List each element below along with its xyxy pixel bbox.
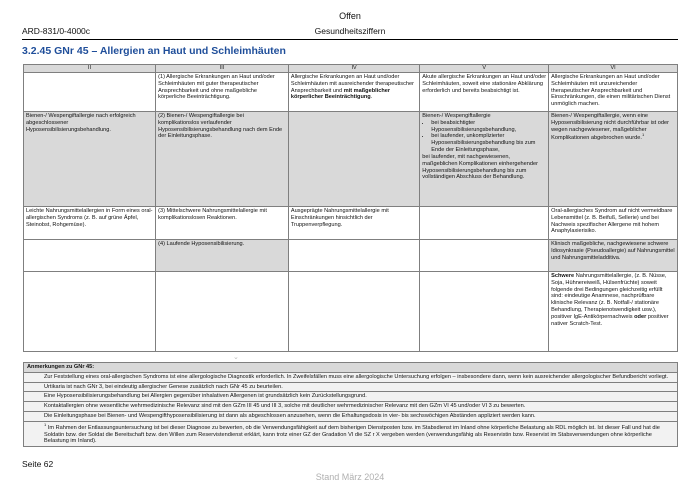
cell-iv xyxy=(288,240,419,272)
classification-label: Offen xyxy=(339,11,361,21)
table-row xyxy=(24,240,678,272)
document-title: Gesundheitsziffern xyxy=(314,26,386,36)
cell-ii xyxy=(24,272,156,352)
note-item: Zur Feststellung eines oral-allergischen Syndroms ist eine allergologische Diagnostik erforderlich. In Zweifelsfällen muss eine allergologische Untersuchung erfolgen – insbesondere dann, wenn kein ausreichender allergologischer Befundbericht vorliegt. xyxy=(24,372,678,382)
cell-iii: (1) Allergische Erkrankungen an Haut und/oder Schleimhäuten mit guter therapeutischer Ansprechbarkeit und ohne maßgebliche körperliche Beeinträchtigung. xyxy=(156,73,289,112)
cell-text: . xyxy=(370,94,373,101)
bullet-list xyxy=(422,120,546,154)
note-item: Die Einleitungsphase bei Bienen- und Wespengifthyposensibilisierung ist dann als abgeschlossen anzusehen, wenn die Erhaltungsdosis in vier- bis sechswöchigen Abständen appliziert werden kann. xyxy=(24,412,678,422)
cell-iv xyxy=(288,272,419,352)
cell-text: Allergische Erkrankungen an Haut und/oder Schleimhäuten mit ausreichender therapeutischer Ansprechbarkeit und xyxy=(290,74,414,94)
document-id: ARD-831/0-4000c xyxy=(22,26,91,36)
cell-iii: (3) Mittelschwere Nahrungsmittelallergie mit komplikationslosen Reaktionen. xyxy=(156,207,289,240)
cell-vi xyxy=(549,112,678,207)
note-item: Urtikaria ist nach GNr 3, bei eindeutig allergischer Genese zusätzlich nach GNr 45 zu beurteilen. xyxy=(24,382,678,392)
table-row xyxy=(24,112,678,207)
cell-ii: Bienen-/ Wespengiftallergie nach erfolgreich abgeschlossener Hyposensibilisierungsbehandlung. xyxy=(24,112,156,207)
footnote xyxy=(24,421,678,446)
section-title: 3.2.45 GNr 45 – Allergien an Haut und Schleimhäuten xyxy=(22,45,286,57)
cell-vi: Oral-allergisches Syndrom auf nicht vermeidbare Lebensmittel (z. B. Beifuß, Sellerie) und bei Nachweis spezifischer Allergene mit hohem Anaphylaxierisiko. xyxy=(549,207,678,240)
cell-iii: (2) Bienen-/ Wespengiftallergie bei komplikationslos verlaufender Hyposensibilisierungsbehandlung nach dem Ende der Einleitungsphase. xyxy=(156,112,289,207)
cell-vi xyxy=(549,272,678,352)
cell-text: Bienen-/ Wespengiftallergie, wenn eine Hyposensibilisierung nicht durchführbar ist oder wegen nachgewiesener, maßgeblicher Komplikationen abgebrochen wurde. xyxy=(551,113,669,142)
list-item: • bei laufender, unkomplizierter Hyposensibilisierungsbehandlung bis zum Ende der Einleitungsphase, xyxy=(431,133,546,153)
cell-iv xyxy=(288,73,419,112)
cell-v xyxy=(420,240,549,272)
note-item: Eine Hyposensibilisierungsbehandlung bei Allergien gegenüber inhalativen Allergenen ist grundsätzlich kein Zurückstellungsgrund. xyxy=(24,392,678,402)
cell-text: positiver nativer Scratch-Test. xyxy=(551,313,669,327)
cell-text-bold: Schwere xyxy=(551,273,575,279)
cell-text-bold: oder xyxy=(634,313,647,320)
gnr-45-table xyxy=(23,64,678,352)
stand-date: Stand März 2024 xyxy=(315,472,385,482)
cell-iv xyxy=(288,112,419,207)
cell-v xyxy=(420,272,549,352)
cell-ii xyxy=(24,73,156,112)
cell-text: bei laufender, mit nachgewiesenen, maßgeblichen Komplikationen einhergehender Hyposensibilisierungsbehandlung bis zum vollständigen Abschluss der Behandlung. xyxy=(422,153,538,181)
running-header xyxy=(22,26,678,38)
table-row xyxy=(24,73,678,112)
column-header-iv: IV xyxy=(288,65,419,73)
cell-ii xyxy=(24,240,156,272)
table-row xyxy=(24,272,678,352)
footnote-text: Im Rahmen der Entlassungsuntersuchung ist bei dieser Diagnose zu bewerten, ob die Verwendungsfähigkeit auf dem bisherigen Dienstposten bzw. im Stabsdienst im Inland ohne körperliche Belastung als RDL möglich ist. Ist dieser Fall und hat die Soldatin bzw. der Soldat die Bereitschaft bzw. den Willen zum Reservistendienst erklärt, kann trotz einer GZ der Gradation VI die SZ r X vergeben werden (verwendungsfähig als Reservistin bzw. Reservist im Stabsverwendungen ohne körperliche Belastung im Inland). xyxy=(44,424,660,445)
cell-v: Akute allergische Erkrankungen an Haut und/oder Schleimhäuten, soweit eine stationäre Abklärung erforderlich und bereits beabsichtigt ist. xyxy=(420,73,549,112)
note-item: Kontaktallergien ohne wesentliche wehrmedizinische Relevanz sind mit den GZm III 45 und III 3, solche mit deutlicher wehrmedizinischer Relevanz mit den GZm VI 45 und/oder VI 3 zu bewerten. xyxy=(24,402,678,412)
header-rule xyxy=(22,39,678,40)
notes-heading: Anmerkungen zu GNr 45: xyxy=(24,363,678,373)
chevron-down-icon: ⌄ xyxy=(233,354,239,361)
cell-text-bold: mit maßgeblicher körperlicher Beeinträchtigung xyxy=(290,87,391,101)
column-header-ii: II xyxy=(24,65,156,73)
list-item: • bei beabsichtigter Hyposensibilisierungsbehandlung, xyxy=(431,120,546,134)
cell-text: Nahrungsmittelallergie, (z. B. Nüsse, Soja, Hühnereiweiß, Hülsenfrüchte) soweit folgende drei Bedingungen gleichzeitig erfüllt sind: eindeutige Anamnese, nachprüfbare klinische Relevanz (z. B. Notfall-/ stationäre Behandlung, Therapienotwendigkeit usw.), positiver IgE-Antikörpernachweis xyxy=(551,273,667,320)
cell-v xyxy=(420,207,549,240)
cell-iii: (4) Laufende Hyposensibilisierung. xyxy=(156,240,289,272)
cell-vi: Allergische Erkrankungen an Haut und/oder Schleimhäuten mit unzureichender therapeutischer Ansprechbarkeit und Einschränkungen, die einen militärischen Dienst unmöglich machen. xyxy=(549,73,678,112)
cell-iii xyxy=(156,272,289,352)
column-header-iii: III xyxy=(156,65,289,73)
notes-table xyxy=(23,362,678,447)
column-header-vi: VI xyxy=(549,65,678,73)
footnote-mark: 1 xyxy=(44,421,47,427)
cell-iv: Ausgeprägte Nahrungsmittelallergie mit Einschränkungen hinsichtlich der Truppenverpflegung. xyxy=(288,207,419,240)
column-header-row xyxy=(24,65,678,73)
cell-ii: Leichte Nahrungsmittelallergien in Form eines oral-allergischen Syndroms (z. B. auf grüne Äpfel, Steinobst, Rohgemüse). xyxy=(24,207,156,240)
table-row xyxy=(24,207,678,240)
cell-v xyxy=(420,112,549,207)
cell-vi: Klinisch maßgebliche, nachgewiesene schwere Idiosynkrasie (Pseudoallergie) auf Nahrungsmittel und Nahrungsmitteladditiva. xyxy=(549,240,678,272)
cell-text: Bienen-/ Wespengiftallergie xyxy=(422,113,491,119)
page-number: Seite 62 xyxy=(22,459,54,469)
column-header-v: V xyxy=(420,65,549,73)
footnote-ref: 1 xyxy=(641,132,645,138)
